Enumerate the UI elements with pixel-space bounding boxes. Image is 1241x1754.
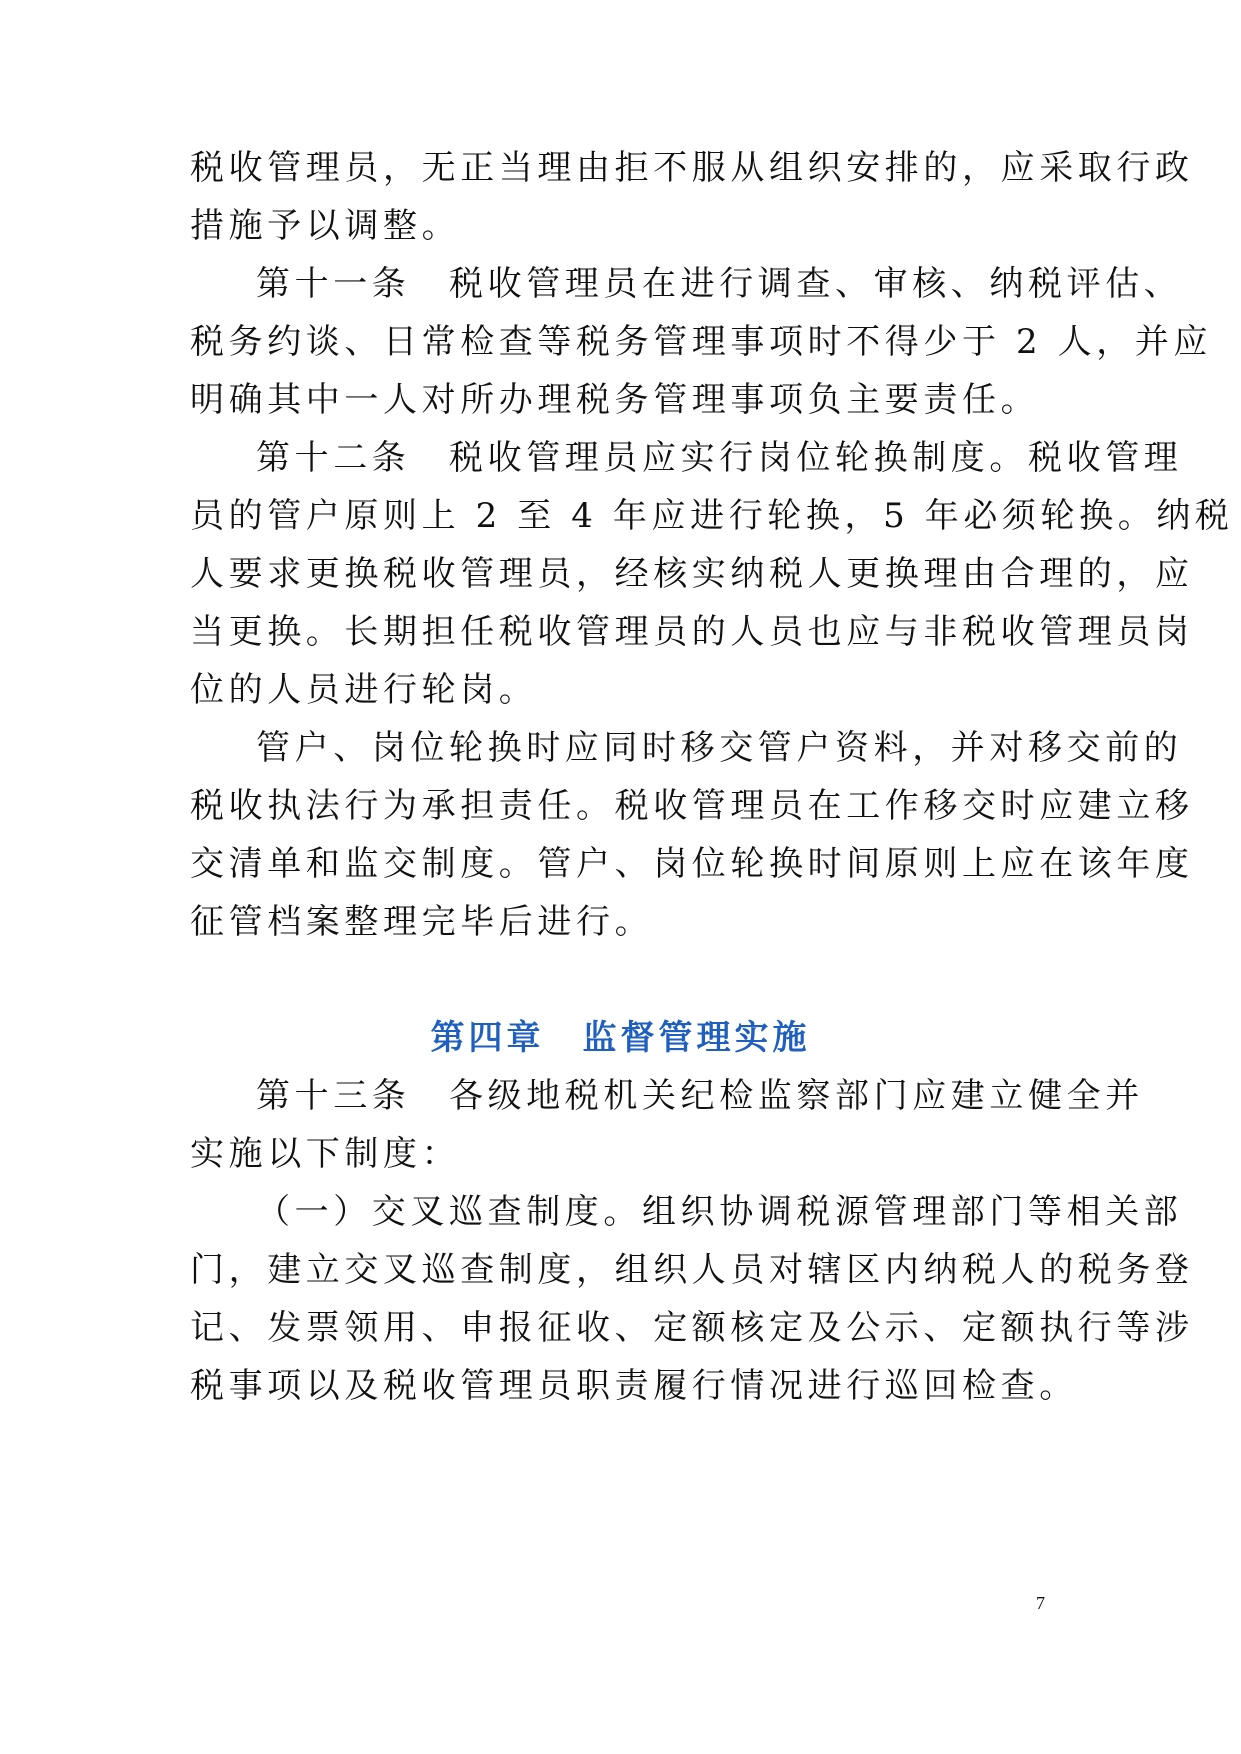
article-12-para2-line: 税收执法行为承担责任。税收管理员在工作移交时应建立移 — [190, 786, 1194, 826]
article-12-line: 位的人员进行轮岗。 — [190, 670, 538, 710]
item-1-line: 门，建立交叉巡查制度，组织人员对辖区内纳税人的税务登 — [190, 1250, 1194, 1290]
paragraph-line: 措施予以调整。 — [190, 206, 461, 246]
article-12-para2-line: 管户、岗位轮换时应同时移交管户资料，并对移交前的 — [256, 728, 1183, 768]
article-11-line: 税务约谈、日常检查等税务管理事项时不得少于 2 人，并应 — [190, 322, 1213, 362]
article-12-line: 人要求更换税收管理员，经核实纳税人更换理由合理的，应 — [190, 554, 1194, 594]
article-12-line: 第十二条 税收管理员应实行岗位轮换制度。税收管理 — [256, 438, 1183, 478]
article-12-para2-line: 征管档案整理完毕后进行。 — [190, 902, 654, 942]
page-number: 7 — [1036, 1593, 1045, 1613]
article-13-line: 第十三条 各级地税机关纪检监察部门应建立健全并 — [256, 1076, 1144, 1116]
article-12-line: 当更换。长期担任税收管理员的人员也应与非税收管理员岗 — [190, 612, 1194, 652]
item-1-line: （一）交叉巡查制度。组织协调税源管理部门等相关部 — [256, 1192, 1183, 1232]
article-13-line: 实施以下制度： — [190, 1134, 461, 1174]
item-1-line: 记、发票领用、申报征收、定额核定及公示、定额执行等涉 — [190, 1308, 1194, 1348]
article-11-line: 明确其中一人对所办理税务管理事项负主要责任。 — [190, 380, 1040, 420]
article-11-line: 第十一条 税收管理员在进行调查、审核、纳税评估、 — [256, 264, 1183, 304]
article-12-line: 员的管户原则上 2 至 4 年应进行轮换，5 年必须轮换。纳税 — [190, 496, 1234, 536]
article-12-para2-line: 交清单和监交制度。管户、岗位轮换时间原则上应在该年度 — [190, 844, 1194, 884]
item-1-line: 税事项以及税收管理员职责履行情况进行巡回检查。 — [190, 1366, 1078, 1406]
paragraph-line: 税收管理员，无正当理由拒不服从组织安排的，应采取行政 — [190, 148, 1194, 188]
chapter-heading: 第四章 监督管理实施 — [430, 1018, 811, 1058]
